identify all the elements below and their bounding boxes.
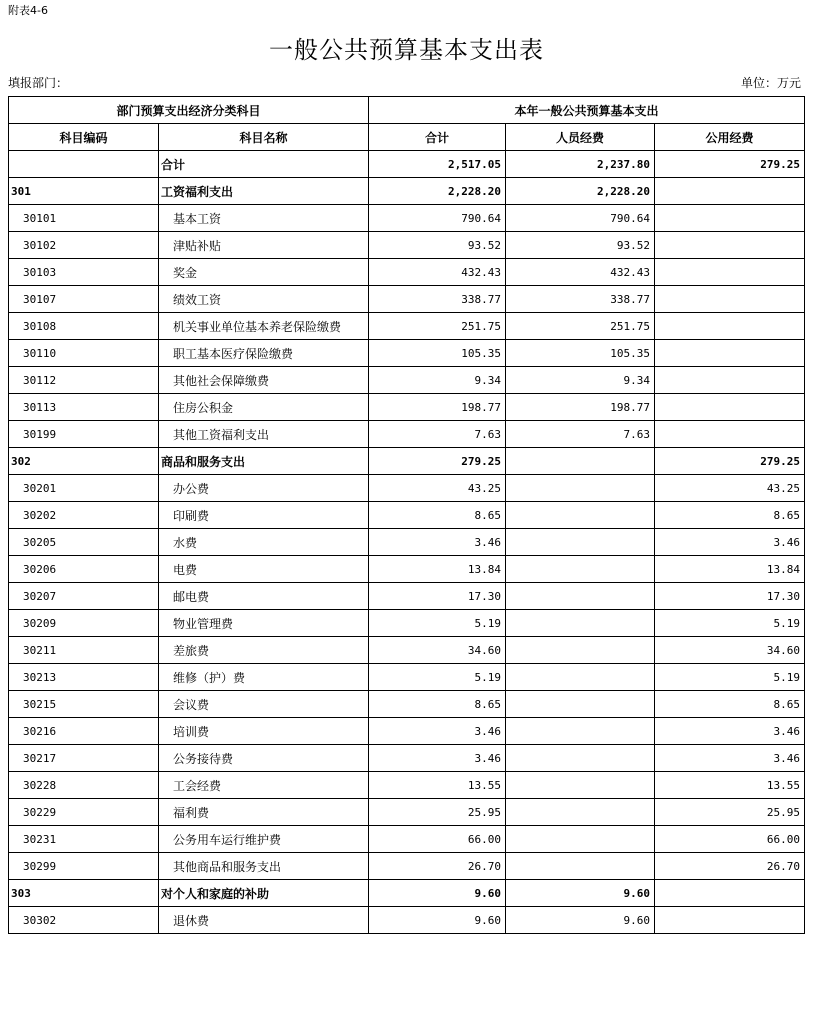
cell-personnel: 7.63 bbox=[506, 421, 655, 448]
table-row bbox=[9, 529, 805, 556]
cell-total: 8.65 bbox=[369, 502, 506, 529]
table-row bbox=[9, 826, 805, 853]
cell-public: 13.84 bbox=[655, 556, 805, 583]
table-row bbox=[9, 259, 805, 286]
cell-personnel bbox=[506, 853, 655, 880]
cell-public: 43.25 bbox=[655, 475, 805, 502]
cell-name: 电费 bbox=[159, 556, 369, 583]
cell-code: 30211 bbox=[9, 637, 159, 664]
cell-name: 福利费 bbox=[159, 799, 369, 826]
cell-public: 279.25 bbox=[655, 448, 805, 475]
cell-total: 93.52 bbox=[369, 232, 506, 259]
cell-total: 2,517.05 bbox=[369, 151, 506, 178]
cell-name: 其他社会保障缴费 bbox=[159, 367, 369, 394]
cell-personnel bbox=[506, 745, 655, 772]
cell-name: 奖金 bbox=[159, 259, 369, 286]
table-row bbox=[9, 232, 805, 259]
cell-public bbox=[655, 421, 805, 448]
cell-public: 279.25 bbox=[655, 151, 805, 178]
page-title: 一般公共预算基本支出表 bbox=[269, 36, 544, 64]
cell-public: 5.19 bbox=[655, 664, 805, 691]
cell-personnel: 9.60 bbox=[506, 880, 655, 907]
table-row bbox=[9, 718, 805, 745]
cell-code: 30229 bbox=[9, 799, 159, 826]
cell-name: 对个人和家庭的补助 bbox=[159, 880, 369, 907]
cell-name: 培训费 bbox=[159, 718, 369, 745]
cell-total: 105.35 bbox=[369, 340, 506, 367]
table-row bbox=[9, 394, 805, 421]
table-body bbox=[9, 151, 805, 934]
cell-code: 30103 bbox=[9, 259, 159, 286]
table-row bbox=[9, 313, 805, 340]
cell-personnel: 198.77 bbox=[506, 394, 655, 421]
cell-personnel bbox=[506, 691, 655, 718]
cell-personnel bbox=[506, 583, 655, 610]
cell-code: 30302 bbox=[9, 907, 159, 934]
cell-name: 其他工资福利支出 bbox=[159, 421, 369, 448]
cell-total: 25.95 bbox=[369, 799, 506, 826]
cell-personnel bbox=[506, 826, 655, 853]
cell-public: 5.19 bbox=[655, 610, 805, 637]
cell-public: 3.46 bbox=[655, 529, 805, 556]
cell-name: 水费 bbox=[159, 529, 369, 556]
cell-public: 3.46 bbox=[655, 718, 805, 745]
cell-public: 66.00 bbox=[655, 826, 805, 853]
cell-total: 17.30 bbox=[369, 583, 506, 610]
cell-total: 66.00 bbox=[369, 826, 506, 853]
cell-code: 30217 bbox=[9, 745, 159, 772]
cell-personnel: 105.35 bbox=[506, 340, 655, 367]
cell-total: 43.25 bbox=[369, 475, 506, 502]
fill-unit-label: 填报部门： bbox=[8, 76, 69, 90]
cell-name: 机关事业单位基本养老保险缴费 bbox=[159, 313, 369, 340]
cell-personnel: 432.43 bbox=[506, 259, 655, 286]
cell-total: 3.46 bbox=[369, 718, 506, 745]
cell-public bbox=[655, 259, 805, 286]
table-row bbox=[9, 151, 805, 178]
table-row bbox=[9, 421, 805, 448]
cell-public bbox=[655, 340, 805, 367]
cell-code: 30205 bbox=[9, 529, 159, 556]
table-row bbox=[9, 502, 805, 529]
cell-personnel: 338.77 bbox=[506, 286, 655, 313]
cell-total: 26.70 bbox=[369, 853, 506, 880]
cell-code: 30299 bbox=[9, 853, 159, 880]
table-row bbox=[9, 475, 805, 502]
cell-code: 30108 bbox=[9, 313, 159, 340]
table-row bbox=[9, 286, 805, 313]
cell-public: 8.65 bbox=[655, 691, 805, 718]
cell-public: 13.55 bbox=[655, 772, 805, 799]
table-row bbox=[9, 772, 805, 799]
cell-public: 8.65 bbox=[655, 502, 805, 529]
cell-personnel: 2,228.20 bbox=[506, 178, 655, 205]
cell-public bbox=[655, 367, 805, 394]
cell-public: 34.60 bbox=[655, 637, 805, 664]
header-row-section bbox=[9, 97, 805, 124]
cell-name: 公务接待费 bbox=[159, 745, 369, 772]
table-row bbox=[9, 610, 805, 637]
cell-personnel: 9.34 bbox=[506, 367, 655, 394]
header-col-public: 公用经费 bbox=[655, 124, 805, 151]
cell-personnel: 2,237.80 bbox=[506, 151, 655, 178]
cell-code bbox=[9, 151, 159, 178]
cell-public: 17.30 bbox=[655, 583, 805, 610]
cell-total: 9.34 bbox=[369, 367, 506, 394]
cell-personnel bbox=[506, 664, 655, 691]
header-col-name: 科目名称 bbox=[159, 124, 369, 151]
cell-total: 9.60 bbox=[369, 880, 506, 907]
attachment-label: 附表4-6 bbox=[8, 4, 48, 17]
cell-personnel bbox=[506, 637, 655, 664]
cell-name: 商品和服务支出 bbox=[159, 448, 369, 475]
cell-total: 5.19 bbox=[369, 664, 506, 691]
header-col-personnel: 人员经费 bbox=[506, 124, 655, 151]
cell-name: 其他商品和服务支出 bbox=[159, 853, 369, 880]
cell-total: 2,228.20 bbox=[369, 178, 506, 205]
cell-name: 公务用车运行维护费 bbox=[159, 826, 369, 853]
cell-name: 合计 bbox=[159, 151, 369, 178]
cell-code: 30207 bbox=[9, 583, 159, 610]
cell-total: 338.77 bbox=[369, 286, 506, 313]
cell-name: 办公费 bbox=[159, 475, 369, 502]
cell-total: 9.60 bbox=[369, 907, 506, 934]
header-col-total: 合计 bbox=[369, 124, 506, 151]
cell-name: 基本工资 bbox=[159, 205, 369, 232]
cell-personnel bbox=[506, 772, 655, 799]
cell-name: 绩效工资 bbox=[159, 286, 369, 313]
cell-code: 30215 bbox=[9, 691, 159, 718]
cell-total: 13.84 bbox=[369, 556, 506, 583]
header-section-left: 部门预算支出经济分类科目 bbox=[9, 97, 369, 124]
cell-personnel: 9.60 bbox=[506, 907, 655, 934]
table-row bbox=[9, 691, 805, 718]
cell-public: 3.46 bbox=[655, 745, 805, 772]
cell-code: 30209 bbox=[9, 610, 159, 637]
cell-public bbox=[655, 232, 805, 259]
cell-total: 432.43 bbox=[369, 259, 506, 286]
cell-personnel: 93.52 bbox=[506, 232, 655, 259]
table-row bbox=[9, 367, 805, 394]
cell-name: 印刷费 bbox=[159, 502, 369, 529]
cell-name: 退休费 bbox=[159, 907, 369, 934]
header-col-code: 科目编码 bbox=[9, 124, 159, 151]
table-row bbox=[9, 340, 805, 367]
cell-total: 251.75 bbox=[369, 313, 506, 340]
unit-row bbox=[8, 74, 801, 91]
cell-code: 30213 bbox=[9, 664, 159, 691]
cell-total: 790.64 bbox=[369, 205, 506, 232]
table-row bbox=[9, 664, 805, 691]
cell-code: 30107 bbox=[9, 286, 159, 313]
cell-name: 邮电费 bbox=[159, 583, 369, 610]
cell-code: 30201 bbox=[9, 475, 159, 502]
cell-public bbox=[655, 313, 805, 340]
cell-personnel bbox=[506, 502, 655, 529]
cell-personnel: 790.64 bbox=[506, 205, 655, 232]
cell-total: 198.77 bbox=[369, 394, 506, 421]
table-row bbox=[9, 799, 805, 826]
table-row bbox=[9, 205, 805, 232]
cell-total: 13.55 bbox=[369, 772, 506, 799]
cell-personnel bbox=[506, 610, 655, 637]
cell-total: 3.46 bbox=[369, 529, 506, 556]
table-row bbox=[9, 745, 805, 772]
header-row-columns bbox=[9, 124, 805, 151]
cell-name: 差旅费 bbox=[159, 637, 369, 664]
cell-name: 物业管理费 bbox=[159, 610, 369, 637]
cell-public: 25.95 bbox=[655, 799, 805, 826]
cell-name: 津贴补贴 bbox=[159, 232, 369, 259]
cell-total: 34.60 bbox=[369, 637, 506, 664]
cell-code: 30113 bbox=[9, 394, 159, 421]
cell-code: 30101 bbox=[9, 205, 159, 232]
cell-public bbox=[655, 394, 805, 421]
cell-public bbox=[655, 205, 805, 232]
unit-label: 单位：万元 bbox=[740, 76, 801, 90]
cell-code: 30216 bbox=[9, 718, 159, 745]
cell-public bbox=[655, 286, 805, 313]
cell-total: 279.25 bbox=[369, 448, 506, 475]
cell-code: 30228 bbox=[9, 772, 159, 799]
cell-code: 30102 bbox=[9, 232, 159, 259]
budget-table bbox=[8, 96, 805, 934]
cell-name: 工资福利支出 bbox=[159, 178, 369, 205]
table-row bbox=[9, 178, 805, 205]
header-section-right: 本年一般公共预算基本支出 bbox=[369, 97, 805, 124]
cell-personnel bbox=[506, 799, 655, 826]
cell-total: 5.19 bbox=[369, 610, 506, 637]
table-row bbox=[9, 853, 805, 880]
cell-public bbox=[655, 880, 805, 907]
cell-code: 30202 bbox=[9, 502, 159, 529]
cell-code: 302 bbox=[9, 448, 159, 475]
cell-code: 301 bbox=[9, 178, 159, 205]
cell-total: 3.46 bbox=[369, 745, 506, 772]
cell-code: 30199 bbox=[9, 421, 159, 448]
table-row bbox=[9, 448, 805, 475]
cell-name: 职工基本医疗保险缴费 bbox=[159, 340, 369, 367]
table-row bbox=[9, 880, 805, 907]
table-row bbox=[9, 637, 805, 664]
cell-personnel bbox=[506, 718, 655, 745]
table-row bbox=[9, 556, 805, 583]
cell-total: 8.65 bbox=[369, 691, 506, 718]
cell-public bbox=[655, 178, 805, 205]
cell-code: 30112 bbox=[9, 367, 159, 394]
cell-public: 26.70 bbox=[655, 853, 805, 880]
cell-code: 30231 bbox=[9, 826, 159, 853]
cell-personnel bbox=[506, 556, 655, 583]
cell-code: 30206 bbox=[9, 556, 159, 583]
table-row bbox=[9, 583, 805, 610]
cell-name: 维修（护）费 bbox=[159, 664, 369, 691]
cell-name: 住房公积金 bbox=[159, 394, 369, 421]
table-row bbox=[9, 907, 805, 934]
cell-name: 会议费 bbox=[159, 691, 369, 718]
cell-code: 30110 bbox=[9, 340, 159, 367]
cell-personnel bbox=[506, 529, 655, 556]
cell-name: 工会经费 bbox=[159, 772, 369, 799]
cell-code: 303 bbox=[9, 880, 159, 907]
cell-public bbox=[655, 907, 805, 934]
cell-total: 7.63 bbox=[369, 421, 506, 448]
cell-personnel bbox=[506, 475, 655, 502]
cell-personnel: 251.75 bbox=[506, 313, 655, 340]
cell-personnel bbox=[506, 448, 655, 475]
